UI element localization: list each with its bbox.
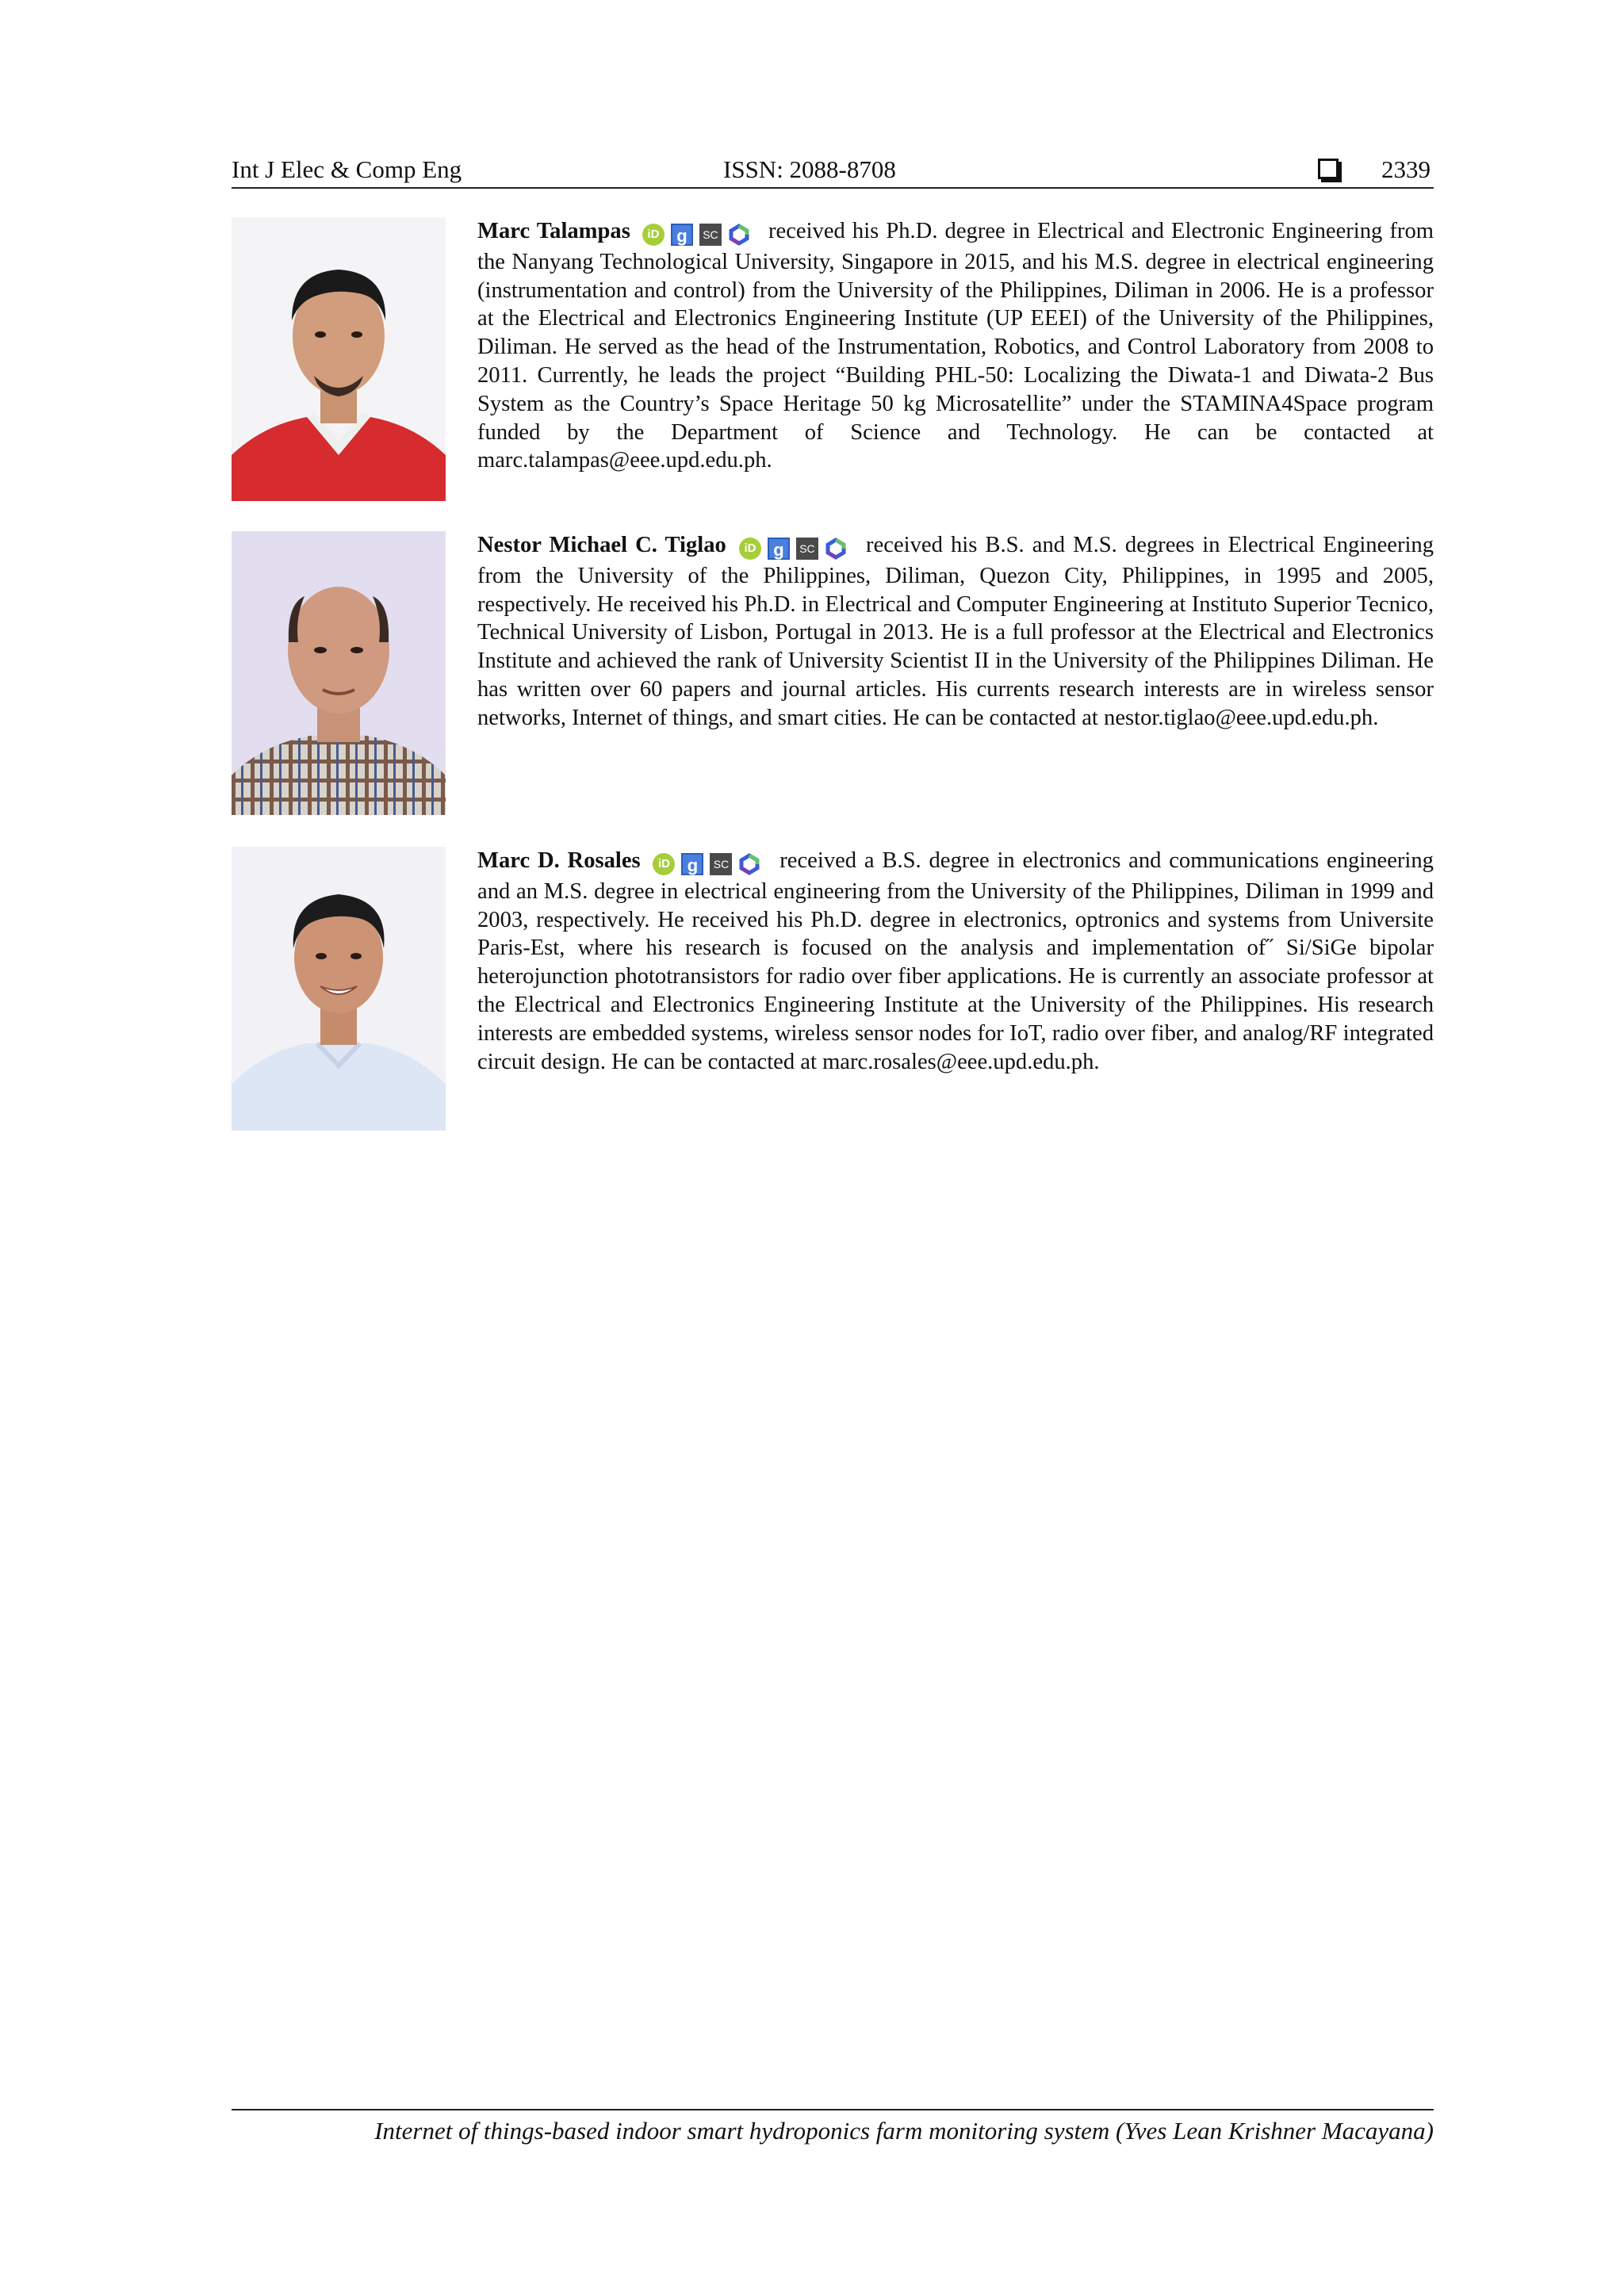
- running-header: [232, 152, 1434, 189]
- bio-body: received a B.S. degree in electronics and communications engineering and an M.S. degree in electrical engineering from the University of the Philippines, Diliman in 1999 and 2003, respectively. He received his Ph.D. degree in electronics, optronics and systems from Universite Paris-Est, where his research is focused on the analysis and implementation of˝ Si/SiGe bipolar heterojunction phototransistors for radio over fiber applications. He is currently an associate professor at the Electrical and Electronics Engineering Institute at the University of the Philippines. His research interests are embedded systems, wireless sensor nodes for IoT, radio over fiber, and analog/RF integrated circuit design. He can be contacted at marc.rosales@eee.upd.edu.ph.: [477, 848, 1434, 1074]
- orcid-icon[interactable]: iD: [739, 538, 761, 560]
- publons-icon[interactable]: [728, 224, 750, 246]
- author-name: Marc Talampas: [477, 219, 630, 243]
- orcid-icon[interactable]: iD: [653, 853, 675, 875]
- scopus-icon[interactable]: SC: [710, 853, 732, 875]
- page-number: 2339: [1381, 155, 1431, 183]
- issn: ISSN: 2088-8708: [723, 155, 896, 183]
- author-profile-icons: [642, 220, 756, 248]
- author-profile-icons: [739, 534, 853, 562]
- bio-text: [477, 217, 1434, 475]
- publons-icon[interactable]: [738, 853, 760, 875]
- bio-text: [477, 531, 1434, 733]
- bio-body: received his Ph.D. degree in Electrical and Electronic Engineering from the Nanyang Technological University, Singapore in 2015, and his M.S. degree in electrical engineering (instrumentation and control) from the University of the Philippines, Diliman in 2006. He is a professor at the Electrical and Electronics Engineering Institute (UP EEEI) of the University of the Philippines, Diliman. He served as the head of the Instrumentation, Robotics, and Control Laboratory from 2008 to 2011. Currently, he leads the project “Building PHL-50: Localizing the Diwata-1 and Diwata-2 Bus System as the Country’s Space Heritage 50 kg Microsatellite” under the STAMINA4Space program funded by the Department of Science and Technology. He can be contacted at marc.talampas@eee.upd.edu.ph.: [477, 219, 1434, 473]
- journal-name: Int J Elec & Comp Eng: [232, 155, 462, 183]
- author-photo-tiglao: [232, 531, 446, 815]
- author-photo-rosales: [232, 847, 446, 1131]
- orcid-icon[interactable]: iD: [642, 224, 665, 246]
- author-profile-icons: [653, 849, 767, 878]
- google-scholar-icon[interactable]: g: [671, 224, 693, 246]
- author-name: Nestor Michael C. Tiglao: [477, 533, 726, 557]
- footer-title: Internet of things-based indoor smart hydroponics farm monitoring system (Yves Lean Krishner Macayana): [374, 2117, 1434, 2145]
- scopus-icon[interactable]: SC: [796, 538, 818, 560]
- bio-text: [477, 847, 1434, 1076]
- scopus-icon[interactable]: SC: [699, 224, 722, 246]
- author-photo-talampas: [232, 217, 446, 501]
- running-footer: [232, 2109, 1434, 2145]
- author-name: Marc D. Rosales: [477, 848, 641, 873]
- google-scholar-icon[interactable]: g: [768, 538, 790, 560]
- publons-icon[interactable]: [825, 538, 847, 560]
- google-scholar-icon[interactable]: g: [681, 853, 703, 875]
- checkbox-square-icon: [1318, 159, 1339, 179]
- bio-body: received his B.S. and M.S. degrees in Electrical Engineering from the University of the Philippines, Diliman, Quezon City, Philippines, in 1995 and 2005, respectively. He received his Ph.D. in Electrical and Computer Engineering at Instituto Superior Tecnico, Technical University of Lisbon, Portugal in 2013. He is a full professor at the Electrical and Electronics Institute and achieved the rank of University Scientist II in the University of the Philippines Diliman. He has written over 60 papers and journal articles. His currents research interests are in wireless sensor networks, Internet of things, and smart cities. He can be contacted at nestor.tiglao@eee.upd.edu.ph.: [477, 533, 1434, 730]
